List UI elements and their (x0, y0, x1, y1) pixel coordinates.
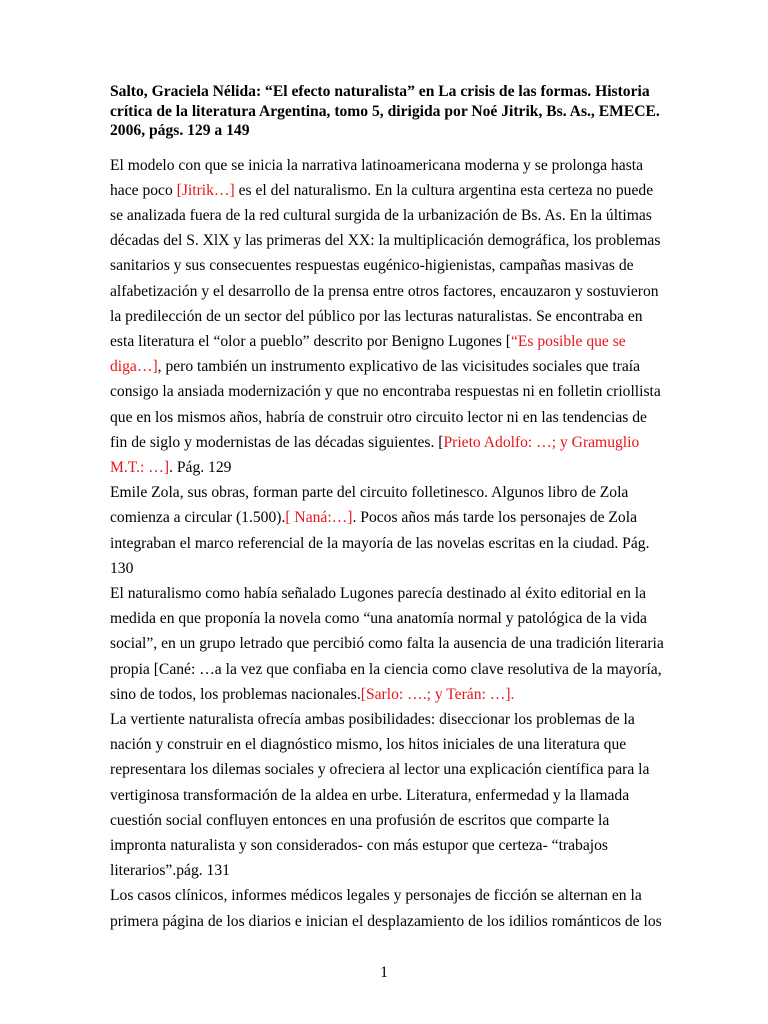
page-number: 1 (380, 964, 388, 981)
paragraph-text: . Pocos años más tarde los personajes de Zola integraban el marco referencial de la mayoría de las novelas escritas en la ciudad. Pág. 130 (110, 509, 650, 577)
document-page (110, 82, 666, 934)
paragraph-5 (110, 883, 666, 933)
citation-nana: [ Naná:…] (285, 509, 353, 527)
paragraph-text: Los casos clínicos, informes médicos legales y personajes de ficción se alternan en la primera página de los diarios e inician el desplazamiento de los idilios románticos de los (110, 887, 662, 930)
citation-sarlo-teran: [Sarlo: ….; y Terán: …]. (360, 685, 515, 703)
paragraph-text: El modelo con que se inicia la narrativa latinoamericana moderna y se prolonga hasta hace poco (110, 156, 644, 199)
paragraph-text: , pero también un instrumento explicativo de las vicisitudes sociales que traía consigo la ansiada modernización y que no encontraba respuestas ni en folletin criollista que en los mismos años, habría de construir otro circuito lector ni en las tendencias de fin de siglo y modernistas de las décadas siguientes. [ (110, 358, 661, 451)
document-heading: Salto, Graciela Nélida: “El efecto naturalista” en La crisis de las formas. Historia crítica de la literatura Argentina, tomo 5, dirigida por Noé Jitrik, Bs. As., EMECE. 2006, págs. 129 a 149 (110, 83, 660, 139)
paragraph-text: La vertiente naturalista ofrecía ambas posibilidades: diseccionar los problemas de la nación y construir en el diagnóstico mismo, los hitos iniciales de una literatura que representara los dilemas sociales y ofreciera al lector una explicación científica para la vertiginosa transformación de la aldea en urbe. Literatura, enfermedad y la llamada cuestión social confluyen entonces en una profusión de escritos que comparte la impronta naturalista y son considerados- con más estupor que certeza- “trabajos literarios”.pág. 131 (110, 710, 650, 880)
paragraph-text: El naturalismo como había señalado Lugones parecía destinado al éxito editorial en la medida en que proponía la novela como “una anatomía normal y patológica de la vida social”, en un grupo letrado que percibió como falta la ausencia de una tradición literaria propia [Cané: …a la vez que confiaba en la ciencia como clave resolutiva de la mayoría, sino de todos, los problemas nacionales. (110, 584, 664, 703)
paragraph-3 (110, 581, 666, 707)
citation-jitrik: [Jitrik…] (176, 181, 235, 199)
paragraph-4 (110, 707, 666, 883)
paragraph-2 (110, 480, 666, 581)
paragraph-text: . Pág. 129 (169, 458, 232, 476)
citation-es-posible: “Es posible que se diga…] (110, 332, 626, 376)
paragraph-text: Emile Zola, sus obras, forman parte del circuito folletinesco. Algunos libro de Zola comienza a circular (1.500). (110, 484, 629, 527)
citation-prieto-gramuglio: Prieto Adolfo: …; y Gramuglio M.T.: …] (110, 433, 640, 476)
paragraph-text: es el del naturalismo. En la cultura argentina esta certeza no puede se analizada fuera de la red cultural surgida de la urbanización de Bs. As. En la últimas décadas del S. XlX y las primeras del XX: la multiplicación demográfica, los problemas sanitarios y sus consecuentes respuestas eugénico-higienistas, campañas masivas de alfabetización y el desarrollo de la prensa entre otros factores, encauzaron y sostuvieron la predilección de un sector del público por las lecturas naturalistas. Se encontraba en esta literatura el “olor a pueblo” descrito por Benigno Lugones [ (110, 181, 661, 350)
paragraph-1 (110, 153, 666, 481)
document-body (110, 153, 666, 934)
